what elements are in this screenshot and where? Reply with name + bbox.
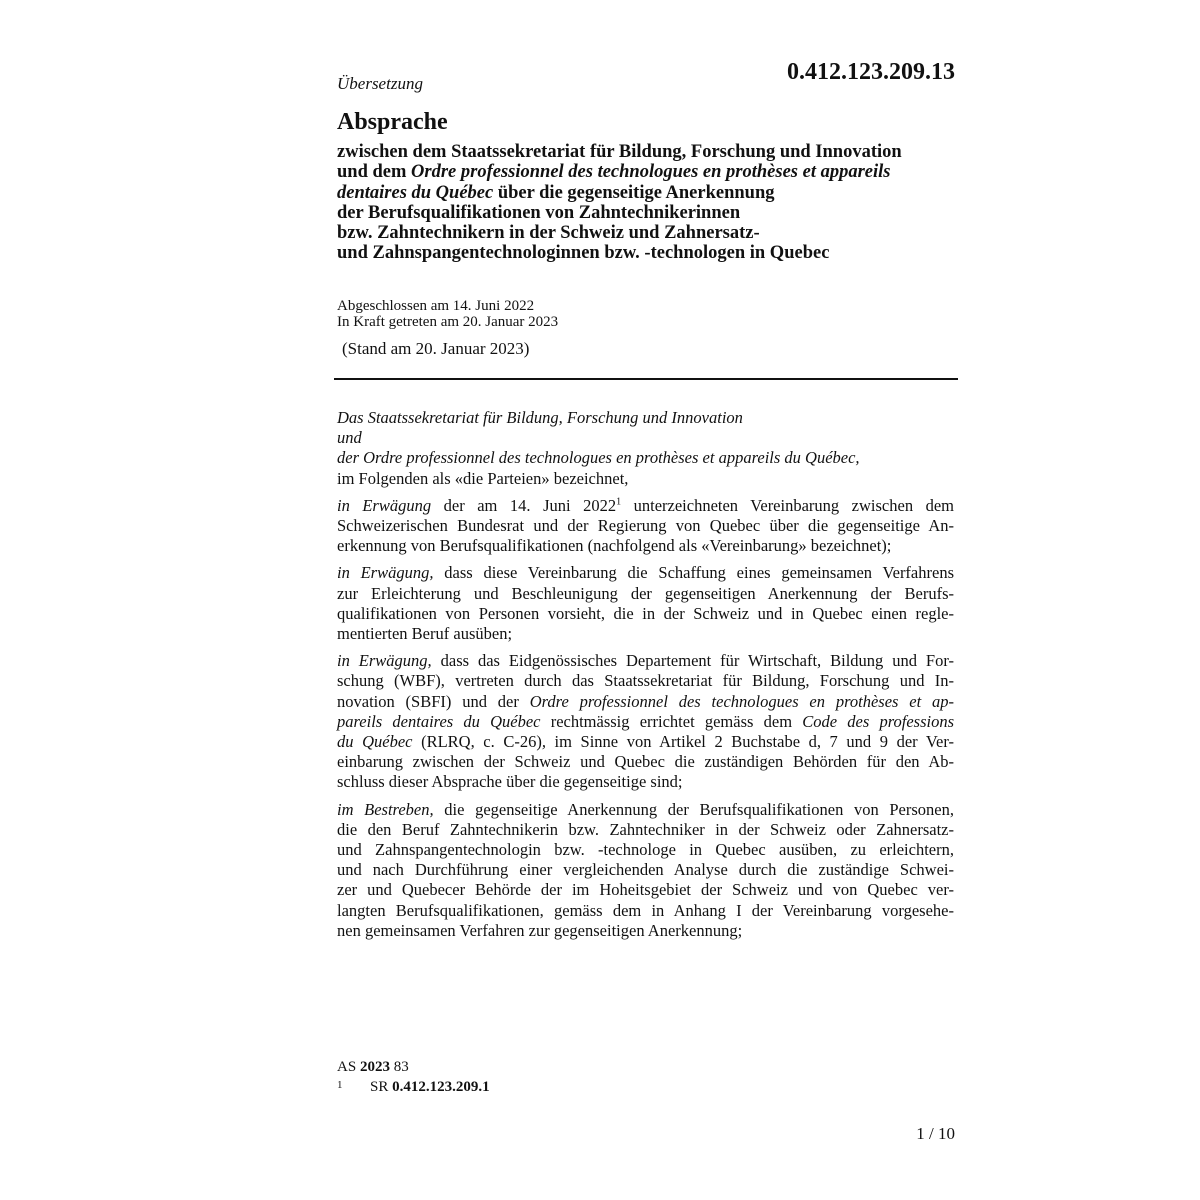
recital-text: dass das Eidgenössisches Departement für Wirtschaft, Bildung und For- (431, 651, 954, 671)
dates-block (337, 298, 558, 330)
recital-line (337, 651, 954, 671)
parties-designation: im Folgenden als «die Parteien» bezeichnet, (337, 468, 629, 488)
as-page: 83 (389, 1059, 409, 1075)
recital-text: rechtmässig errichtet gemäss dem (540, 711, 803, 731)
recital-line (337, 692, 954, 712)
recital-line: schluss dieser Absprache über die gegenseitige sind; (337, 772, 683, 792)
subtitle-line: und Zahnspangentechnologinnen bzw. -technologen in Quebec (337, 243, 830, 264)
recital-line: und nach Durchführung einer vergleichenden Analyse durch die zuständige Schwei- (337, 860, 954, 880)
as-year: 2023 (359, 1059, 390, 1075)
recital-line: mentierten Beruf ausüben; (337, 624, 513, 644)
page-number: 1 / 10 (916, 1124, 955, 1143)
recital-text: novation (SBFI) und der (337, 691, 530, 711)
subtitle-line: zwischen dem Staatssekretariat für Bildung, Forschung und Innovation (337, 142, 902, 162)
recital-line (337, 496, 954, 516)
recital-4 (337, 800, 954, 941)
document-title: Absprache (337, 109, 448, 135)
recital-text: der am 14. Juni 2022 (431, 495, 617, 515)
recital-line: einbarung zwischen der Schweiz und Quebec die zuständigen Behörden für den Ab- (337, 752, 954, 772)
recital-text: (RLRQ, c. C-26) (412, 732, 542, 752)
party-2: der Ordre professionnel des technologues en prothèses et appareils du Québec, (337, 448, 860, 468)
as-prefix: AS (337, 1059, 360, 1075)
subtitle-line (337, 162, 967, 182)
in-force-date: In Kraft getreten am 20. Januar 2023 (337, 314, 559, 330)
recital-lead: in Erwägung (337, 495, 432, 515)
footnote-prefix: SR (370, 1079, 393, 1095)
subtitle-text: über die gegenseitige Anerkennung (493, 182, 775, 203)
recital-2 (337, 563, 954, 644)
subtitle-line: bzw. Zahntechnikern in der Schweiz und Zahnersatz- (337, 223, 760, 244)
party-1: Das Staatssekretariat für Bildung, Forschung und Innovation (337, 408, 743, 427)
recital-line: und Zahnspangentechnologin bzw. -technologe in Quebec ausüben, zu erleichtern, (337, 840, 954, 860)
status-date: (Stand am 20. Januar 2023) (342, 339, 530, 358)
recital-text: unterzeichneten Vereinbarung zwischen dem (621, 495, 955, 515)
recital-line (337, 732, 954, 752)
recital-text: im Sinne von Artikel 2 Buchstabe d, 7 und 9 der Ver- (545, 732, 954, 752)
recital-lead: im Bestreben, (337, 799, 434, 819)
recital-line (337, 800, 954, 820)
and-connector: und (337, 428, 362, 448)
preamble (337, 408, 954, 948)
recital-italic: Ordre professionnel des technologues en prothèses et ap- (529, 691, 954, 711)
recital-line (337, 563, 954, 583)
recital-italic: du Québec (337, 732, 413, 752)
footnote (337, 1079, 490, 1096)
recital-text: die gegenseitige Anerkennung der Berufsqualifikationen von Personen, (433, 799, 954, 819)
recital-italic: pareils dentaires du Québec (337, 711, 541, 731)
recital-italic: Code des professions (802, 711, 955, 731)
recital-line: zer und Quebecer Behörde der im Hoheitsgebiet der Schweiz und von Quebec ver- (337, 880, 954, 900)
subtitle-line: der Berufsqualifikationen von Zahntechnikerinnen (337, 202, 741, 223)
recital-line: die den Beruf Zahntechnikerin bzw. Zahntechniker in der Schweiz oder Zahnersatz- (337, 819, 954, 839)
subtitle-italic: dentaires du Québec (337, 182, 494, 203)
concluded-date: Abgeschlossen am 14. Juni 2022 (337, 298, 535, 314)
divider (334, 378, 958, 380)
footnote-reference[interactable]: 0.412.123.209.1 (392, 1079, 490, 1095)
footnote-number: 1 (337, 1079, 343, 1091)
subtitle-line (337, 183, 967, 203)
recital-lead: in Erwägung, (337, 563, 434, 583)
official-collection-ref (337, 1059, 409, 1076)
recital-3 (337, 651, 954, 792)
recital-line: Schweizerischen Bundesrat und der Regierung von Quebec über die gegenseitige An- (337, 516, 954, 536)
recital-lead: in Erwägung, (337, 651, 432, 671)
recital-line: qualifikationen von Personen vorsieht, die in der Schweiz und in Quebec einen regle- (337, 603, 954, 623)
recital-line: zur Erleichterung und Beschleunigung der gegenseitigen Anerkennung der Berufs- (337, 583, 954, 603)
subtitle-text: und dem (337, 162, 412, 183)
footnote-marker[interactable]: 1 (616, 496, 622, 508)
recital-text: dass diese Vereinbarung die Schaffung eines gemeinsamen Verfahrens (433, 563, 954, 583)
sr-number: 0.412.123.209.13 (787, 59, 955, 85)
recital-1 (337, 496, 954, 557)
translation-label: Übersetzung (337, 74, 423, 93)
recital-line: erkennung von Berufsqualifikationen (nachfolgend als «Vereinbarung» bezeichnet); (337, 536, 892, 556)
recital-line: nen gemeinsamen Verfahren zur gegenseitigen Anerkennung; (337, 920, 743, 940)
recital-line: schung (WBF), vertreten durch das Staatssekretariat für Bildung, Forschung und In- (337, 671, 954, 691)
recital-line: langten Berufsqualifikationen, gemäss dem in Anhang I der Vereinbarung vorgesehe- (337, 900, 954, 920)
recital-italic: , (541, 732, 546, 752)
recital-line (337, 712, 954, 732)
document-subtitle (337, 142, 967, 264)
subtitle-italic: Ordre professionnel des technologues en prothèses et appareils (411, 162, 891, 183)
